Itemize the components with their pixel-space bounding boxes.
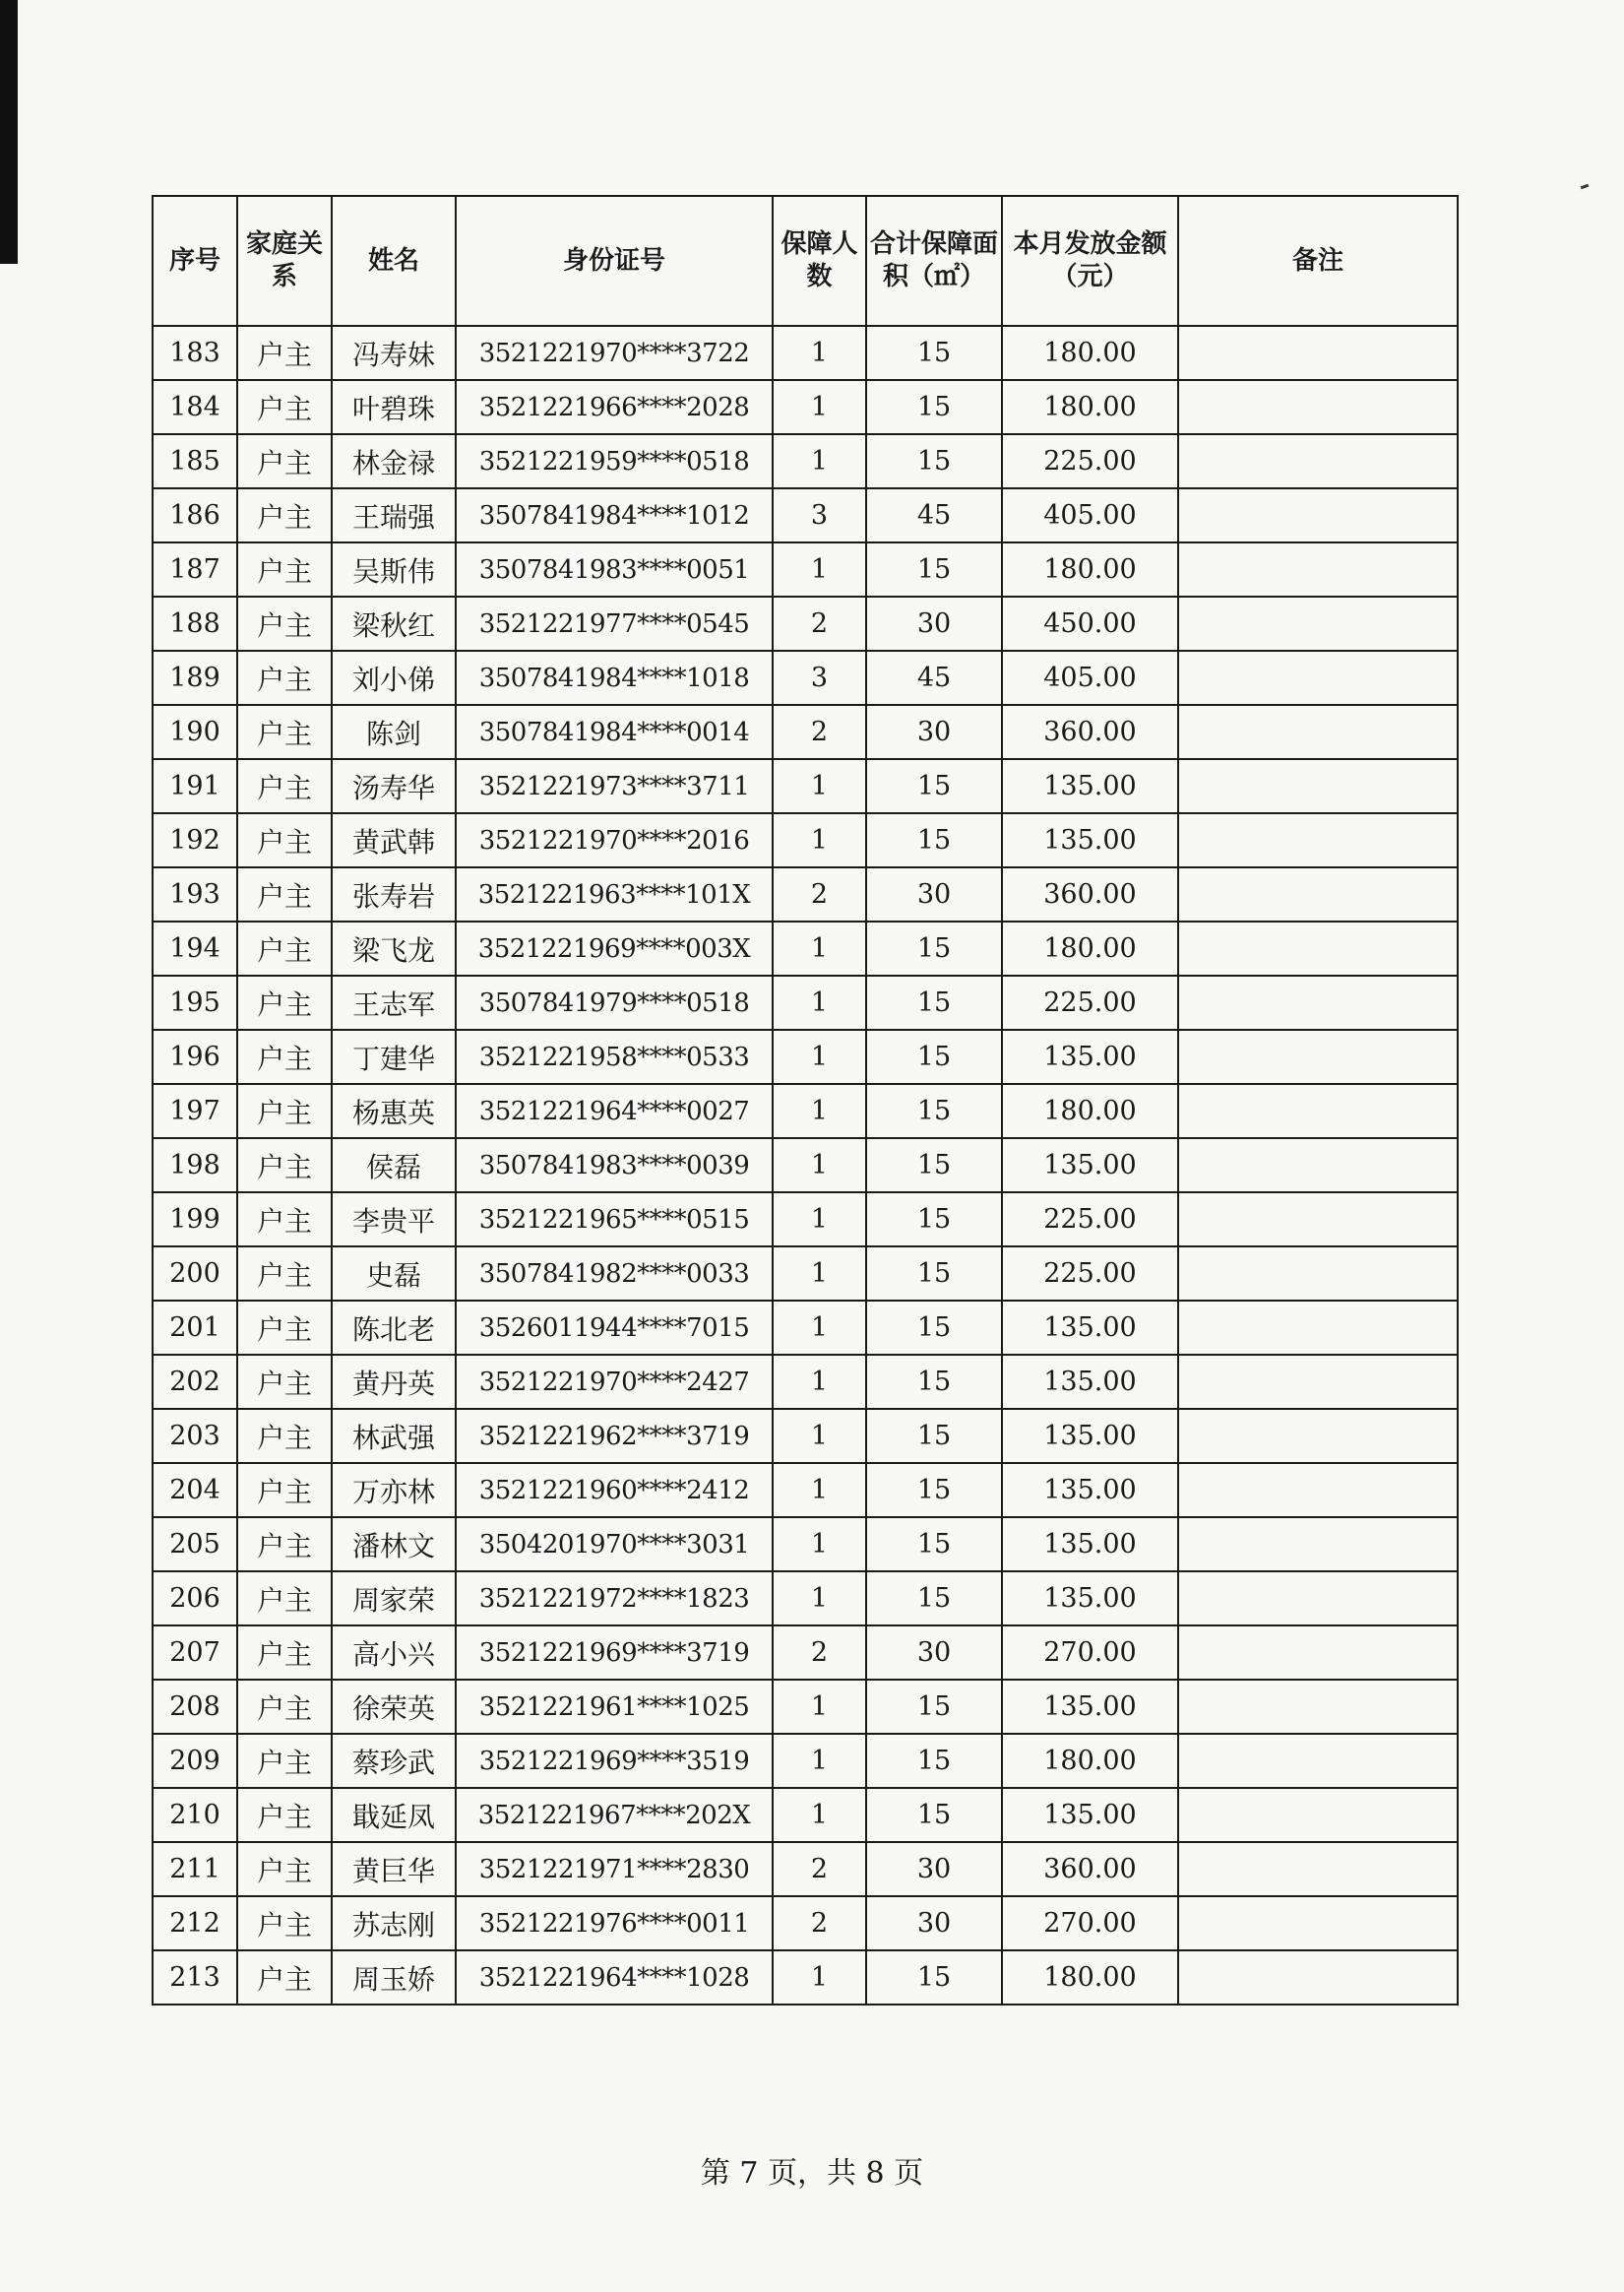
cell-remark xyxy=(1178,1734,1458,1788)
cell-remark xyxy=(1178,1842,1458,1896)
cell-name: 丁建华 xyxy=(332,1030,456,1084)
table-row xyxy=(153,1571,1458,1625)
header-id: 身份证号 xyxy=(456,196,773,326)
cell-persons: 1 xyxy=(773,542,866,597)
cell-relation: 户主 xyxy=(237,1301,332,1355)
cell-remark xyxy=(1178,1192,1458,1246)
header-seq: 序号 xyxy=(153,196,237,326)
cell-seq: 195 xyxy=(153,976,237,1030)
cell-persons: 1 xyxy=(773,1084,866,1138)
table-row xyxy=(153,380,1458,434)
table-row xyxy=(153,1896,1458,1950)
cell-id-number: 3521221969****003X xyxy=(456,922,773,976)
cell-seq: 210 xyxy=(153,1788,237,1842)
cell-amount: 180.00 xyxy=(1002,1950,1178,2005)
cell-relation: 户主 xyxy=(237,1084,332,1138)
cell-persons: 1 xyxy=(773,1355,866,1409)
cell-relation: 户主 xyxy=(237,488,332,542)
cell-seq: 202 xyxy=(153,1355,237,1409)
cell-seq: 207 xyxy=(153,1625,237,1680)
cell-seq: 199 xyxy=(153,1192,237,1246)
cell-seq: 196 xyxy=(153,1030,237,1084)
cell-amount: 360.00 xyxy=(1002,867,1178,922)
cell-area: 45 xyxy=(866,488,1002,542)
cell-name: 周家荣 xyxy=(332,1571,456,1625)
cell-amount: 180.00 xyxy=(1002,1734,1178,1788)
cell-seq: 200 xyxy=(153,1246,237,1301)
header-relation: 家庭关系 xyxy=(237,196,332,326)
cell-persons: 3 xyxy=(773,651,866,705)
cell-area: 15 xyxy=(866,1355,1002,1409)
cell-relation: 户主 xyxy=(237,1788,332,1842)
cell-remark xyxy=(1178,326,1458,380)
scan-tick-mark xyxy=(1581,184,1590,190)
cell-area: 30 xyxy=(866,1896,1002,1950)
cell-persons: 1 xyxy=(773,1680,866,1734)
page-number: 第 7 页，共 8 页 xyxy=(700,2156,924,2191)
cell-name: 王瑞强 xyxy=(332,488,456,542)
cell-amount: 180.00 xyxy=(1002,1084,1178,1138)
table-row xyxy=(153,1625,1458,1680)
cell-remark xyxy=(1178,651,1458,705)
cell-remark xyxy=(1178,1896,1458,1950)
cell-persons: 1 xyxy=(773,922,866,976)
cell-relation: 户主 xyxy=(237,1680,332,1734)
cell-relation: 户主 xyxy=(237,1950,332,2005)
table-row xyxy=(153,867,1458,922)
table-row xyxy=(153,976,1458,1030)
cell-persons: 1 xyxy=(773,1301,866,1355)
cell-amount: 135.00 xyxy=(1002,759,1178,813)
cell-seq: 211 xyxy=(153,1842,237,1896)
cell-relation: 户主 xyxy=(237,1246,332,1301)
cell-seq: 201 xyxy=(153,1301,237,1355)
table-row xyxy=(153,542,1458,597)
cell-amount: 135.00 xyxy=(1002,1517,1178,1571)
cell-area: 15 xyxy=(866,813,1002,867)
cell-persons: 1 xyxy=(773,1463,866,1517)
cell-name: 梁秋红 xyxy=(332,597,456,651)
cell-seq: 187 xyxy=(153,542,237,597)
cell-id-number: 3507841982****0033 xyxy=(456,1246,773,1301)
cell-id-number: 3507841984****1018 xyxy=(456,651,773,705)
table-row xyxy=(153,1842,1458,1896)
cell-amount: 135.00 xyxy=(1002,1301,1178,1355)
cell-name: 李贵平 xyxy=(332,1192,456,1246)
cell-remark xyxy=(1178,597,1458,651)
cell-amount: 135.00 xyxy=(1002,1355,1178,1409)
cell-remark xyxy=(1178,1463,1458,1517)
cell-relation: 户主 xyxy=(237,705,332,759)
cell-area: 30 xyxy=(866,705,1002,759)
cell-persons: 1 xyxy=(773,1950,866,2005)
cell-seq: 193 xyxy=(153,867,237,922)
cell-remark xyxy=(1178,705,1458,759)
table-row xyxy=(153,1301,1458,1355)
cell-relation: 户主 xyxy=(237,813,332,867)
cell-area: 15 xyxy=(866,434,1002,488)
table-row xyxy=(153,1463,1458,1517)
cell-amount: 135.00 xyxy=(1002,1463,1178,1517)
cell-area: 45 xyxy=(866,651,1002,705)
cell-id-number: 3521221961****1025 xyxy=(456,1680,773,1734)
table-row xyxy=(153,488,1458,542)
cell-name: 万亦林 xyxy=(332,1463,456,1517)
cell-name: 王志军 xyxy=(332,976,456,1030)
cell-id-number: 3504201970****3031 xyxy=(456,1517,773,1571)
cell-seq: 206 xyxy=(153,1571,237,1625)
cell-relation: 户主 xyxy=(237,1409,332,1463)
header-amount: 本月发放金额（元） xyxy=(1002,196,1178,326)
cell-remark xyxy=(1178,1517,1458,1571)
header-persons: 保障人数 xyxy=(773,196,866,326)
cell-remark xyxy=(1178,976,1458,1030)
cell-relation: 户主 xyxy=(237,1355,332,1409)
table-header-row xyxy=(153,196,1458,326)
cell-seq: 198 xyxy=(153,1138,237,1192)
cell-persons: 3 xyxy=(773,488,866,542)
cell-amount: 270.00 xyxy=(1002,1896,1178,1950)
cell-persons: 1 xyxy=(773,759,866,813)
cell-persons: 2 xyxy=(773,1896,866,1950)
cell-seq: 197 xyxy=(153,1084,237,1138)
cell-id-number: 3521221965****0515 xyxy=(456,1192,773,1246)
cell-area: 15 xyxy=(866,326,1002,380)
table-row xyxy=(153,813,1458,867)
cell-persons: 2 xyxy=(773,867,866,922)
table-row xyxy=(153,1788,1458,1842)
cell-relation: 户主 xyxy=(237,651,332,705)
cell-area: 30 xyxy=(866,1625,1002,1680)
cell-name: 刘小俤 xyxy=(332,651,456,705)
cell-id-number: 3521221970****3722 xyxy=(456,326,773,380)
cell-persons: 1 xyxy=(773,1030,866,1084)
cell-remark xyxy=(1178,759,1458,813)
cell-id-number: 3521221963****101X xyxy=(456,867,773,922)
cell-persons: 2 xyxy=(773,1625,866,1680)
cell-id-number: 3521221967****202X xyxy=(456,1788,773,1842)
cell-amount: 180.00 xyxy=(1002,922,1178,976)
cell-name: 潘林文 xyxy=(332,1517,456,1571)
header-area: 合计保障面积（㎡） xyxy=(866,196,1002,326)
cell-amount: 135.00 xyxy=(1002,813,1178,867)
cell-remark xyxy=(1178,922,1458,976)
cell-name: 汤寿华 xyxy=(332,759,456,813)
cell-id-number: 3521221976****0011 xyxy=(456,1896,773,1950)
cell-area: 15 xyxy=(866,1463,1002,1517)
cell-persons: 1 xyxy=(773,1138,866,1192)
cell-relation: 户主 xyxy=(237,867,332,922)
table-row xyxy=(153,1517,1458,1571)
cell-seq: 192 xyxy=(153,813,237,867)
cell-area: 15 xyxy=(866,1950,1002,2005)
cell-amount: 360.00 xyxy=(1002,705,1178,759)
cell-amount: 450.00 xyxy=(1002,597,1178,651)
cell-relation: 户主 xyxy=(237,1842,332,1896)
header-name: 姓名 xyxy=(332,196,456,326)
table-row xyxy=(153,597,1458,651)
table-row xyxy=(153,1084,1458,1138)
cell-id-number: 3526011944****7015 xyxy=(456,1301,773,1355)
cell-area: 15 xyxy=(866,380,1002,434)
cell-relation: 户主 xyxy=(237,1625,332,1680)
table-row xyxy=(153,1030,1458,1084)
cell-name: 黄巨华 xyxy=(332,1842,456,1896)
cell-id-number: 3521221972****1823 xyxy=(456,1571,773,1625)
cell-area: 15 xyxy=(866,1517,1002,1571)
cell-persons: 2 xyxy=(773,1842,866,1896)
cell-remark xyxy=(1178,1680,1458,1734)
cell-amount: 135.00 xyxy=(1002,1680,1178,1734)
cell-id-number: 3521221977****0545 xyxy=(456,597,773,651)
cell-remark xyxy=(1178,1788,1458,1842)
cell-persons: 1 xyxy=(773,1788,866,1842)
cell-name: 蔡珍武 xyxy=(332,1734,456,1788)
table-row xyxy=(153,1355,1458,1409)
cell-area: 15 xyxy=(866,542,1002,597)
cell-seq: 189 xyxy=(153,651,237,705)
cell-id-number: 3521221964****1028 xyxy=(456,1950,773,2005)
cell-persons: 1 xyxy=(773,434,866,488)
cell-persons: 1 xyxy=(773,1517,866,1571)
header-remark: 备注 xyxy=(1178,196,1458,326)
cell-id-number: 3521221971****2830 xyxy=(456,1842,773,1896)
cell-persons: 1 xyxy=(773,326,866,380)
cell-relation: 户主 xyxy=(237,1517,332,1571)
cell-id-number: 3521221964****0027 xyxy=(456,1084,773,1138)
cell-name: 黄丹英 xyxy=(332,1355,456,1409)
cell-area: 15 xyxy=(866,759,1002,813)
table-row xyxy=(153,1950,1458,2005)
cell-name: 戢延凤 xyxy=(332,1788,456,1842)
cell-name: 林金禄 xyxy=(332,434,456,488)
cell-amount: 360.00 xyxy=(1002,1842,1178,1896)
cell-amount: 270.00 xyxy=(1002,1625,1178,1680)
table-row xyxy=(153,1138,1458,1192)
cell-amount: 225.00 xyxy=(1002,1246,1178,1301)
cell-area: 15 xyxy=(866,1138,1002,1192)
cell-seq: 190 xyxy=(153,705,237,759)
cell-name: 侯磊 xyxy=(332,1138,456,1192)
cell-id-number: 3521221969****3719 xyxy=(456,1625,773,1680)
cell-seq: 188 xyxy=(153,597,237,651)
cell-amount: 135.00 xyxy=(1002,1138,1178,1192)
cell-seq: 209 xyxy=(153,1734,237,1788)
cell-persons: 1 xyxy=(773,976,866,1030)
cell-seq: 183 xyxy=(153,326,237,380)
cell-area: 15 xyxy=(866,1409,1002,1463)
cell-remark xyxy=(1178,380,1458,434)
cell-persons: 2 xyxy=(773,597,866,651)
cell-area: 15 xyxy=(866,1571,1002,1625)
cell-id-number: 3521221966****2028 xyxy=(456,380,773,434)
cell-id-number: 3521221962****3719 xyxy=(456,1409,773,1463)
cell-amount: 180.00 xyxy=(1002,542,1178,597)
cell-amount: 180.00 xyxy=(1002,380,1178,434)
cell-seq: 191 xyxy=(153,759,237,813)
cell-seq: 194 xyxy=(153,922,237,976)
cell-remark xyxy=(1178,813,1458,867)
cell-remark xyxy=(1178,1950,1458,2005)
cell-id-number: 3521221969****3519 xyxy=(456,1734,773,1788)
subsidy-roster-table xyxy=(152,195,1459,2006)
cell-relation: 户主 xyxy=(237,1192,332,1246)
cell-remark xyxy=(1178,1246,1458,1301)
cell-seq: 185 xyxy=(153,434,237,488)
cell-persons: 1 xyxy=(773,1571,866,1625)
cell-id-number: 3507841983****0051 xyxy=(456,542,773,597)
cell-remark xyxy=(1178,434,1458,488)
cell-id-number: 3507841979****0518 xyxy=(456,976,773,1030)
cell-remark xyxy=(1178,1625,1458,1680)
cell-relation: 户主 xyxy=(237,1571,332,1625)
cell-relation: 户主 xyxy=(237,922,332,976)
cell-id-number: 3507841984****0014 xyxy=(456,705,773,759)
cell-persons: 1 xyxy=(773,1246,866,1301)
cell-persons: 1 xyxy=(773,813,866,867)
cell-id-number: 3521221958****0533 xyxy=(456,1030,773,1084)
cell-relation: 户主 xyxy=(237,326,332,380)
cell-name: 杨惠英 xyxy=(332,1084,456,1138)
cell-relation: 户主 xyxy=(237,976,332,1030)
cell-name: 高小兴 xyxy=(332,1625,456,1680)
cell-amount: 135.00 xyxy=(1002,1788,1178,1842)
cell-persons: 1 xyxy=(773,1192,866,1246)
table-row xyxy=(153,1192,1458,1246)
cell-area: 15 xyxy=(866,1734,1002,1788)
cell-remark xyxy=(1178,542,1458,597)
table-row xyxy=(153,1680,1458,1734)
table-row xyxy=(153,705,1458,759)
cell-area: 15 xyxy=(866,922,1002,976)
cell-name: 黄武韩 xyxy=(332,813,456,867)
cell-id-number: 3507841984****1012 xyxy=(456,488,773,542)
cell-name: 张寿岩 xyxy=(332,867,456,922)
cell-area: 15 xyxy=(866,1788,1002,1842)
cell-relation: 户主 xyxy=(237,1896,332,1950)
cell-remark xyxy=(1178,1571,1458,1625)
cell-amount: 180.00 xyxy=(1002,326,1178,380)
table-row xyxy=(153,326,1458,380)
cell-remark xyxy=(1178,1084,1458,1138)
cell-seq: 205 xyxy=(153,1517,237,1571)
cell-relation: 户主 xyxy=(237,434,332,488)
cell-id-number: 3507841983****0039 xyxy=(456,1138,773,1192)
cell-amount: 135.00 xyxy=(1002,1409,1178,1463)
cell-name: 陈北老 xyxy=(332,1301,456,1355)
cell-persons: 1 xyxy=(773,380,866,434)
cell-relation: 户主 xyxy=(237,380,332,434)
table-body xyxy=(153,326,1458,2005)
cell-area: 30 xyxy=(866,597,1002,651)
cell-id-number: 3521221970****2427 xyxy=(456,1355,773,1409)
cell-area: 30 xyxy=(866,867,1002,922)
cell-name: 徐荣英 xyxy=(332,1680,456,1734)
cell-id-number: 3521221960****2412 xyxy=(456,1463,773,1517)
cell-name: 史磊 xyxy=(332,1246,456,1301)
cell-name: 梁飞龙 xyxy=(332,922,456,976)
cell-amount: 225.00 xyxy=(1002,434,1178,488)
cell-remark xyxy=(1178,867,1458,922)
cell-seq: 204 xyxy=(153,1463,237,1517)
cell-area: 15 xyxy=(866,1301,1002,1355)
cell-seq: 212 xyxy=(153,1896,237,1950)
cell-name: 冯寿妹 xyxy=(332,326,456,380)
cell-id-number: 3521221970****2016 xyxy=(456,813,773,867)
cell-relation: 户主 xyxy=(237,1463,332,1517)
cell-amount: 135.00 xyxy=(1002,1571,1178,1625)
table-row xyxy=(153,1409,1458,1463)
cell-persons: 1 xyxy=(773,1734,866,1788)
cell-relation: 户主 xyxy=(237,1138,332,1192)
cell-amount: 225.00 xyxy=(1002,1192,1178,1246)
cell-remark xyxy=(1178,1409,1458,1463)
cell-name: 吴斯伟 xyxy=(332,542,456,597)
cell-amount: 225.00 xyxy=(1002,976,1178,1030)
cell-name: 叶碧珠 xyxy=(332,380,456,434)
cell-seq: 213 xyxy=(153,1950,237,2005)
table-row xyxy=(153,434,1458,488)
scan-edge-mark xyxy=(0,0,18,264)
cell-id-number: 3521221959****0518 xyxy=(456,434,773,488)
cell-area: 30 xyxy=(866,1842,1002,1896)
cell-name: 周玉娇 xyxy=(332,1950,456,2005)
cell-relation: 户主 xyxy=(237,597,332,651)
cell-name: 林武强 xyxy=(332,1409,456,1463)
cell-seq: 203 xyxy=(153,1409,237,1463)
cell-persons: 2 xyxy=(773,705,866,759)
cell-seq: 208 xyxy=(153,1680,237,1734)
cell-remark xyxy=(1178,1301,1458,1355)
cell-amount: 135.00 xyxy=(1002,1030,1178,1084)
cell-persons: 1 xyxy=(773,1409,866,1463)
cell-remark xyxy=(1178,1355,1458,1409)
cell-area: 15 xyxy=(866,1680,1002,1734)
cell-area: 15 xyxy=(866,976,1002,1030)
table-row xyxy=(153,1734,1458,1788)
table-row xyxy=(153,759,1458,813)
table-row xyxy=(153,922,1458,976)
cell-remark xyxy=(1178,1030,1458,1084)
cell-relation: 户主 xyxy=(237,759,332,813)
cell-seq: 186 xyxy=(153,488,237,542)
cell-id-number: 3521221973****3711 xyxy=(456,759,773,813)
cell-seq: 184 xyxy=(153,380,237,434)
cell-area: 15 xyxy=(866,1084,1002,1138)
cell-relation: 户主 xyxy=(237,1030,332,1084)
cell-relation: 户主 xyxy=(237,1734,332,1788)
table-row xyxy=(153,651,1458,705)
cell-area: 15 xyxy=(866,1192,1002,1246)
cell-area: 15 xyxy=(866,1246,1002,1301)
cell-amount: 405.00 xyxy=(1002,651,1178,705)
cell-amount: 405.00 xyxy=(1002,488,1178,542)
cell-area: 15 xyxy=(866,1030,1002,1084)
cell-name: 苏志刚 xyxy=(332,1896,456,1950)
table-row xyxy=(153,1246,1458,1301)
cell-relation: 户主 xyxy=(237,542,332,597)
cell-remark xyxy=(1178,1138,1458,1192)
cell-remark xyxy=(1178,488,1458,542)
cell-name: 陈剑 xyxy=(332,705,456,759)
